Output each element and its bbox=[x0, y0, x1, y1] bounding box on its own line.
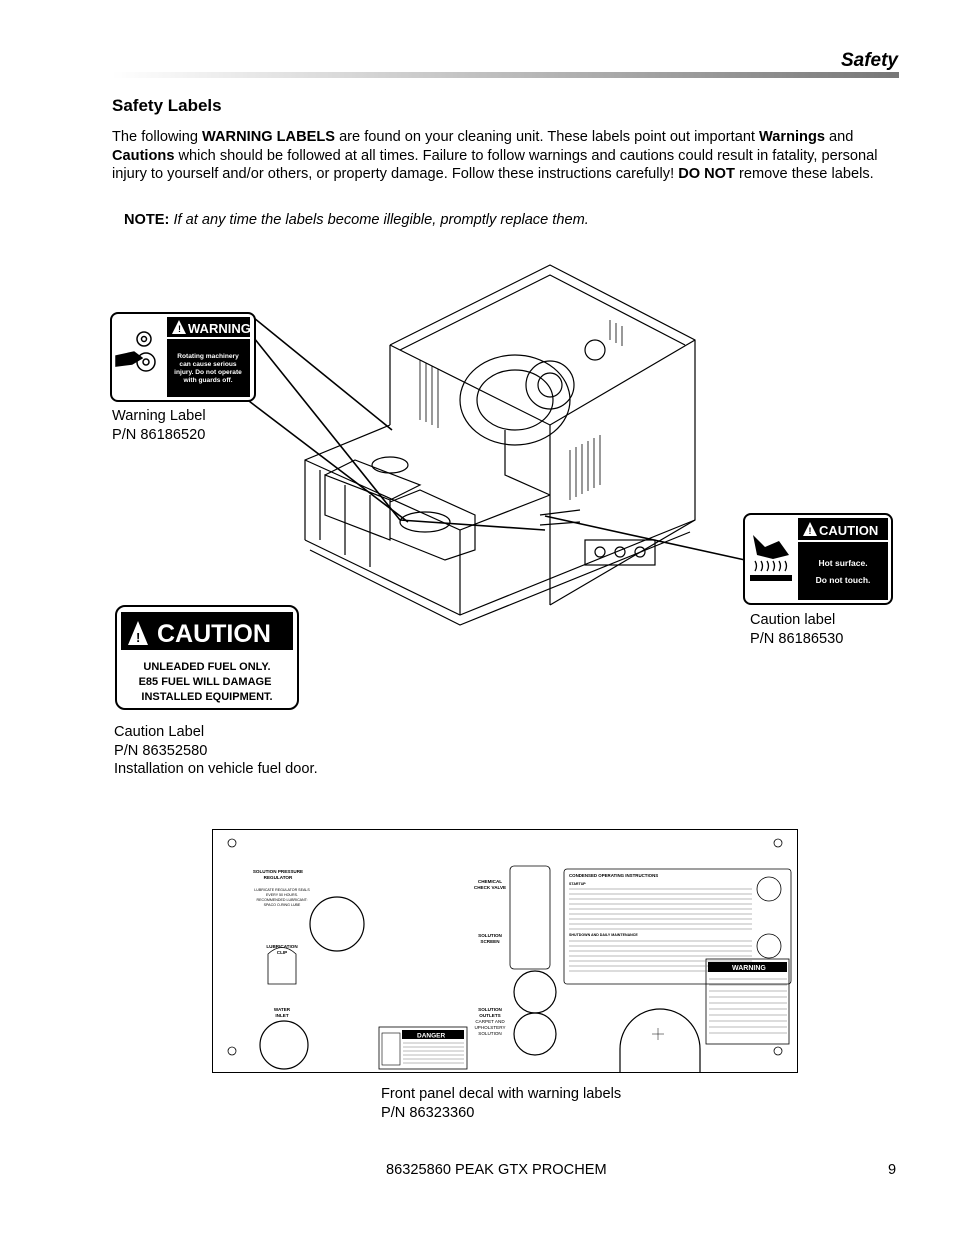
warning-label-line: injury. Do not operate bbox=[174, 369, 242, 376]
warning-label-caption: Warning Label P/N 86186520 bbox=[112, 408, 206, 443]
caution-hot-graphic bbox=[745, 515, 891, 603]
caution-hot-header: CAUTION bbox=[819, 523, 879, 538]
caution-fuel-line: E85 FUEL WILL DAMAGE bbox=[138, 676, 272, 688]
gear-hand-icon bbox=[116, 332, 155, 371]
panel-danger-header: DANGER bbox=[417, 1032, 446, 1040]
panel-pressure-label: SOLUTION PRESSURE bbox=[252, 869, 304, 874]
panel-outlets-label-5: SOLUTION bbox=[478, 1031, 502, 1036]
panel-water-label: WATER bbox=[273, 1007, 291, 1012]
panel-outlets-label: SOLUTION bbox=[478, 1007, 502, 1012]
panel-warning-header: WARNING bbox=[732, 965, 766, 972]
panel-shutdown-label: SHUTDOWN AND DAILY MAINTENANCE bbox=[569, 933, 638, 937]
warning-label-graphic bbox=[112, 314, 254, 400]
panel-water-label-2: INLET bbox=[275, 1013, 289, 1018]
panel-outlets-label-2: OUTLETS bbox=[479, 1013, 501, 1018]
warning-label-rotating-machinery bbox=[110, 312, 256, 402]
panel-clip-label: LUBRICATION bbox=[266, 944, 298, 949]
panel-clip-label-2: CLIP bbox=[276, 950, 288, 955]
footer-doc-title: 86325860 PEAK GTX PROCHEM bbox=[386, 1162, 607, 1178]
warning-label-header: WARNING bbox=[188, 321, 251, 336]
panel-screen-label: SOLUTION bbox=[478, 933, 502, 938]
section-header: Safety bbox=[840, 50, 898, 71]
panel-lube-text: RECOMMENDED LUBRICANT: bbox=[256, 898, 308, 902]
warning-label-line: can cause serious bbox=[179, 361, 237, 368]
panel-lube-text: LUBRICATE REGULATOR SEALS bbox=[254, 888, 310, 892]
panel-chemical-label-2: CHECK VALVE bbox=[473, 885, 507, 890]
svg-text:!: ! bbox=[808, 526, 812, 536]
panel-pressure-label-2: REGULATOR bbox=[263, 875, 293, 880]
caution-hot-line: Do not touch. bbox=[815, 575, 871, 585]
caution-fuel-line: INSTALLED EQUIPMENT. bbox=[141, 691, 273, 703]
caution-label-hot-surface bbox=[743, 513, 893, 605]
panel-lube-text: SPACO O-RING LUBE bbox=[263, 903, 301, 907]
warning-label-line: Rotating machinery bbox=[177, 353, 239, 360]
panel-instructions-title: CONDENSED OPERATING INSTRUCTIONS bbox=[569, 873, 659, 878]
caution-fuel-header: CAUTION bbox=[157, 620, 271, 648]
caution-fuel-graphic bbox=[117, 607, 297, 708]
caution-hot-line: Hot surface. bbox=[818, 558, 868, 568]
hot-hand-icon bbox=[750, 535, 792, 581]
panel-screen-label-2: SCREEN bbox=[480, 939, 500, 944]
panel-startup-label: STARTUP bbox=[569, 882, 586, 886]
panel-chemical-label: CHEMICAL bbox=[477, 879, 503, 884]
caution-fuel-line: UNLEADED FUEL ONLY. bbox=[143, 661, 271, 673]
caution-fuel-caption: Caution Label P/N 86352580 Installation on vehicle fuel door. bbox=[114, 724, 318, 778]
panel-outlets-label-3: CARPET AND bbox=[475, 1019, 505, 1024]
svg-text:!: ! bbox=[178, 324, 181, 334]
front-panel-decal bbox=[212, 829, 798, 1074]
page-number: 9 bbox=[888, 1162, 897, 1178]
intro-paragraph: The following WARNING LABELS are found on your cleaning unit. These labels point out important Warnings and Cautions which should be followed at all times. Failure to follow warnings and cautions could result in fatality, personal injury to yourself and/or others, or property damage. Follow these instructions carefully! DO NOT remove these labels. bbox=[112, 129, 878, 183]
section-title: Safety Labels bbox=[112, 96, 222, 115]
panel-lube-text: EVERY 50 HOURS. bbox=[265, 893, 299, 897]
caution-label-fuel bbox=[115, 605, 299, 710]
note: NOTE: If at any time the labels become illegible, promptly replace them. bbox=[124, 212, 589, 228]
front-panel-caption: Front panel decal with warning labels P/N 86323360 bbox=[381, 1086, 622, 1121]
svg-text:!: ! bbox=[136, 630, 141, 645]
panel-outlets-label-4: UPHOLSTERY bbox=[474, 1025, 506, 1030]
caution-hot-caption: Caution label P/N 86186530 bbox=[750, 612, 844, 647]
warning-label-line: with guards off. bbox=[183, 377, 233, 384]
